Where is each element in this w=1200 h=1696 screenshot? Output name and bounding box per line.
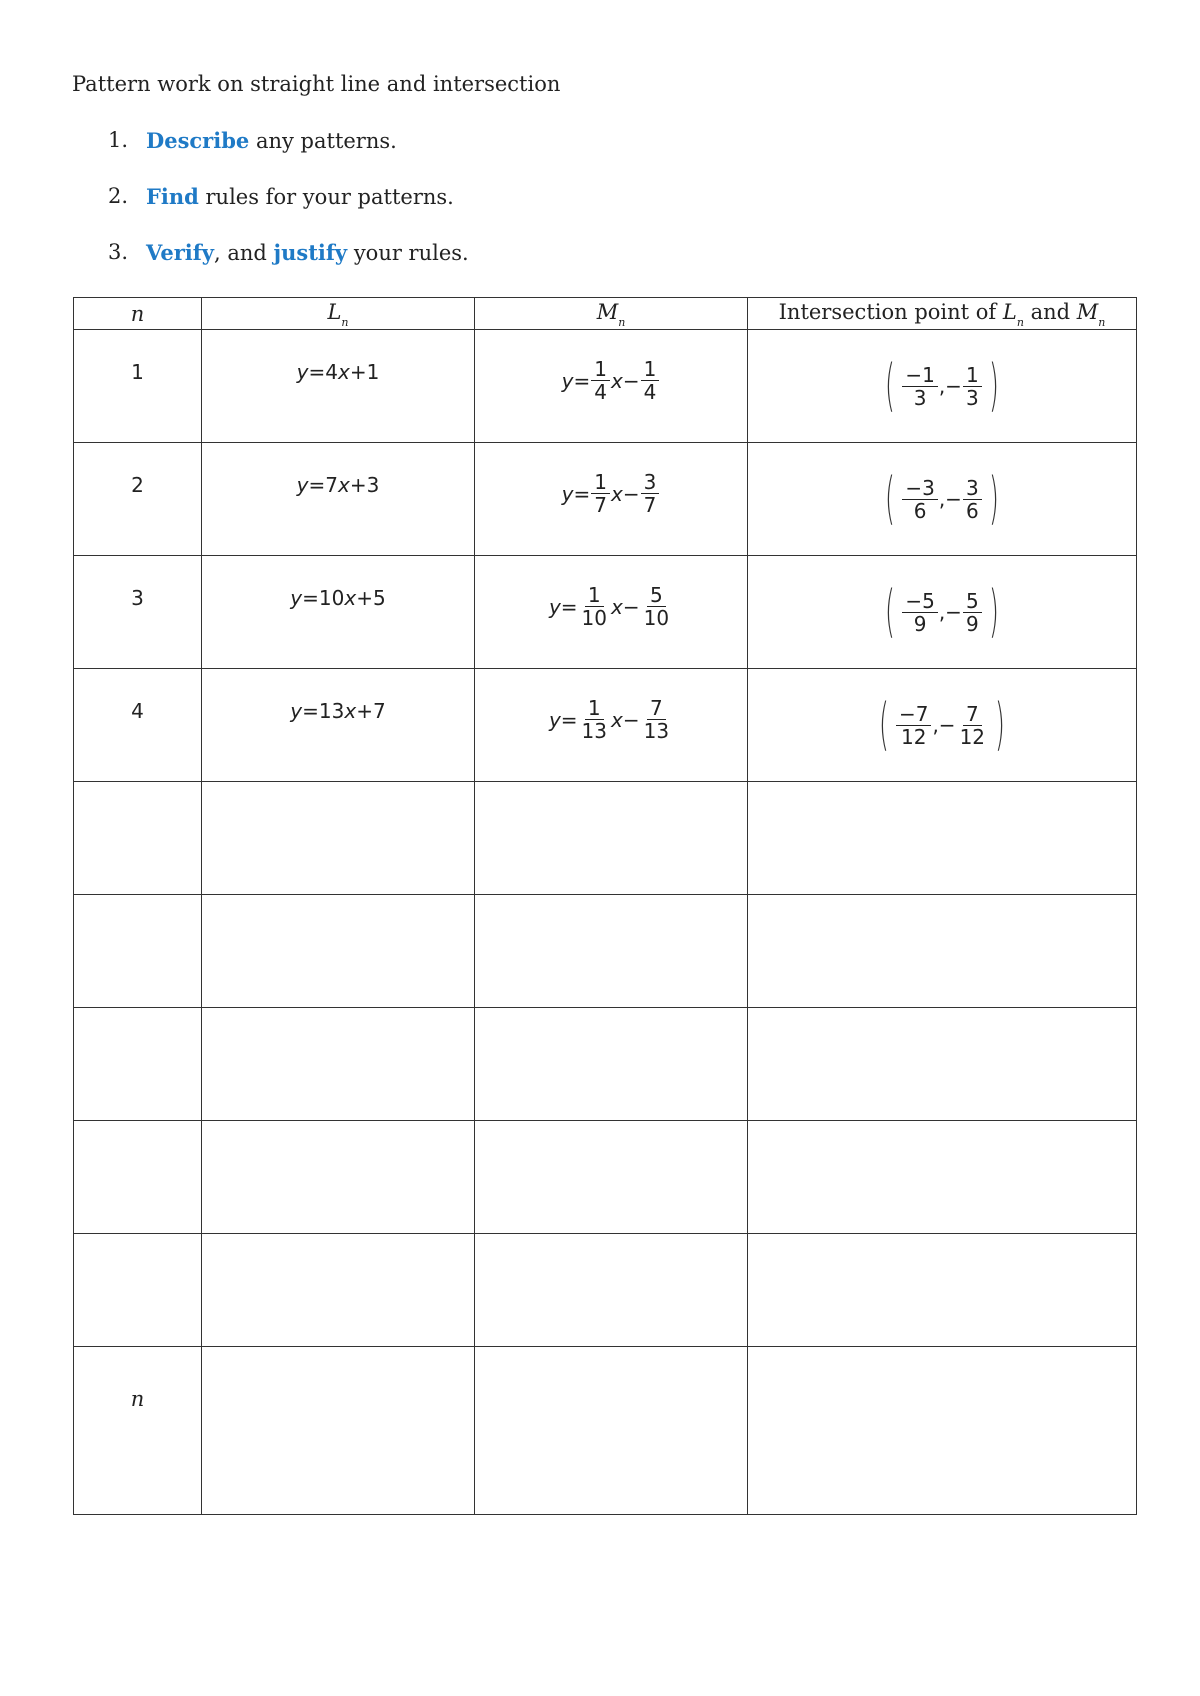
empty-cell [748,1121,1137,1234]
instruction-number: 3. [108,240,129,264]
line-M-equation: y = $\frac{1}{13}$ x − $\frac{7}{13}$ [549,697,673,742]
line-M-equation: y = $\frac{1}{4}$ x − $\frac{1}{4}$ [562,358,661,403]
header-L: $L_n$ [202,298,475,330]
fraction: $\frac{7}{13}$ [643,696,670,743]
instruction-keyword: Describe [146,128,250,153]
empty-cell [202,1347,475,1515]
empty-cell [748,895,1137,1008]
empty-cell [202,1234,475,1347]
empty-cell [74,782,202,895]
instruction-keyword: justify [273,240,348,265]
fraction: $\frac{1}{4}$ [591,358,610,403]
instruction-text: rules for your patterns. [198,185,454,209]
empty-cell [475,1008,748,1121]
cell-M [475,556,748,669]
empty-cell [475,1121,748,1234]
table-row [74,669,1137,782]
table-row-general [74,1347,1137,1515]
empty-cell [202,782,475,895]
fraction: $\frac{-7}{12}$ [896,703,931,748]
intersection-point: ( $\frac{-1}{3}$ ,− $\frac{1}{3}$ ) [885,353,999,418]
cell-M [475,443,748,556]
empty-cell [202,895,475,1008]
table-row-empty [74,895,1137,1008]
cell-L [202,443,475,556]
fraction: $\frac{3}{7}$ [641,471,660,516]
line-M-equation: y = $\frac{1}{10}$ x − $\frac{5}{10}$ [549,584,673,629]
cell-n [74,556,202,669]
cell-n [74,669,202,782]
cell-M [475,669,748,782]
fraction: $\frac{3}{6}$ [963,477,982,522]
intersection-point: ( $\frac{-5}{9}$ ,− $\frac{5}{9}$ ) [885,579,999,644]
fraction: $\frac{-3}{6}$ [902,477,937,522]
empty-cell [74,1121,202,1234]
intersection-point: ( $\frac{-3}{6}$ ,− $\frac{3}{6}$ ) [885,466,999,531]
header-M: $M_n$ [475,298,748,330]
header-intersection: Intersection point of $L_n$ and $M_n$ [748,298,1137,330]
instruction-number: 1. [108,128,129,152]
cell-L [202,556,475,669]
cell-n [74,330,202,443]
empty-cell [748,1008,1137,1121]
row-index: 1 [131,360,144,384]
table-row-empty [74,1234,1137,1347]
header-n: n [74,298,202,330]
table-row [74,330,1137,443]
cell-n [74,1347,202,1515]
fraction: $\frac{5}{10}$ [643,583,670,630]
fraction: $\frac{1}{10}$ [581,583,607,630]
empty-cell [475,1234,748,1347]
row-index: 2 [131,473,144,497]
empty-cell [475,1347,748,1515]
empty-cell [74,1234,202,1347]
table-row-empty [74,1121,1137,1234]
instruction-number: 2. [108,184,129,208]
intersection-point: ( $\frac{-7}{12}$ ,− $\frac{7}{12}$ ) [879,692,1005,757]
page-title: Pattern work on straight line and intersection [72,72,561,96]
cell-intersection [748,669,1137,782]
instruction-item [108,240,469,296]
instruction-keyword: Find [146,184,199,209]
cell-intersection [748,443,1137,556]
instruction-text: , and [214,241,274,265]
row-index: 4 [131,699,144,723]
line-L-equation: y = 13 x + 7 [290,699,386,723]
line-M-equation: y = $\frac{1}{7}$ x − $\frac{3}{7}$ [562,471,661,516]
table-row [74,443,1137,556]
table-row [74,556,1137,669]
line-L-equation: y = 4 x + 1 [296,360,380,384]
fraction: $\frac{-1}{3}$ [902,364,937,409]
empty-cell [475,895,748,1008]
empty-cell [748,1347,1137,1515]
line-L-equation: y = 10 x + 5 [290,586,386,610]
row-index: 3 [131,586,144,610]
empty-cell [202,1121,475,1234]
empty-cell [74,895,202,1008]
cell-M [475,330,748,443]
cell-L [202,669,475,782]
empty-cell [74,1008,202,1121]
table-row-empty [74,782,1137,895]
cell-intersection [748,556,1137,669]
fraction: $\frac{1}{4}$ [641,358,660,403]
fraction: $\frac{-5}{9}$ [902,590,937,635]
line-L-equation: y = 7 x + 3 [296,473,380,497]
empty-cell [748,782,1137,895]
instruction-item [108,184,469,240]
instruction-text: any patterns. [249,129,397,153]
table-row-empty [74,1008,1137,1121]
fraction: $\frac{1}{7}$ [591,471,610,516]
instruction-item [108,128,469,184]
fraction: $\frac{1}{3}$ [963,364,982,409]
fraction: $\frac{7}{12}$ [959,701,986,749]
empty-cell [748,1234,1137,1347]
cell-intersection [748,330,1137,443]
instruction-list [108,128,469,296]
table-header-row [74,298,1137,330]
cell-L [202,330,475,443]
cell-n [74,443,202,556]
fraction: $\frac{5}{9}$ [963,590,982,635]
empty-cell [202,1008,475,1121]
instruction-keyword: Verify [146,240,215,265]
pattern-table [73,297,1137,1515]
instruction-text: your rules. [347,241,469,265]
fraction: $\frac{1}{13}$ [581,696,607,743]
empty-cell [475,782,748,895]
row-index-general: n [130,1387,145,1411]
